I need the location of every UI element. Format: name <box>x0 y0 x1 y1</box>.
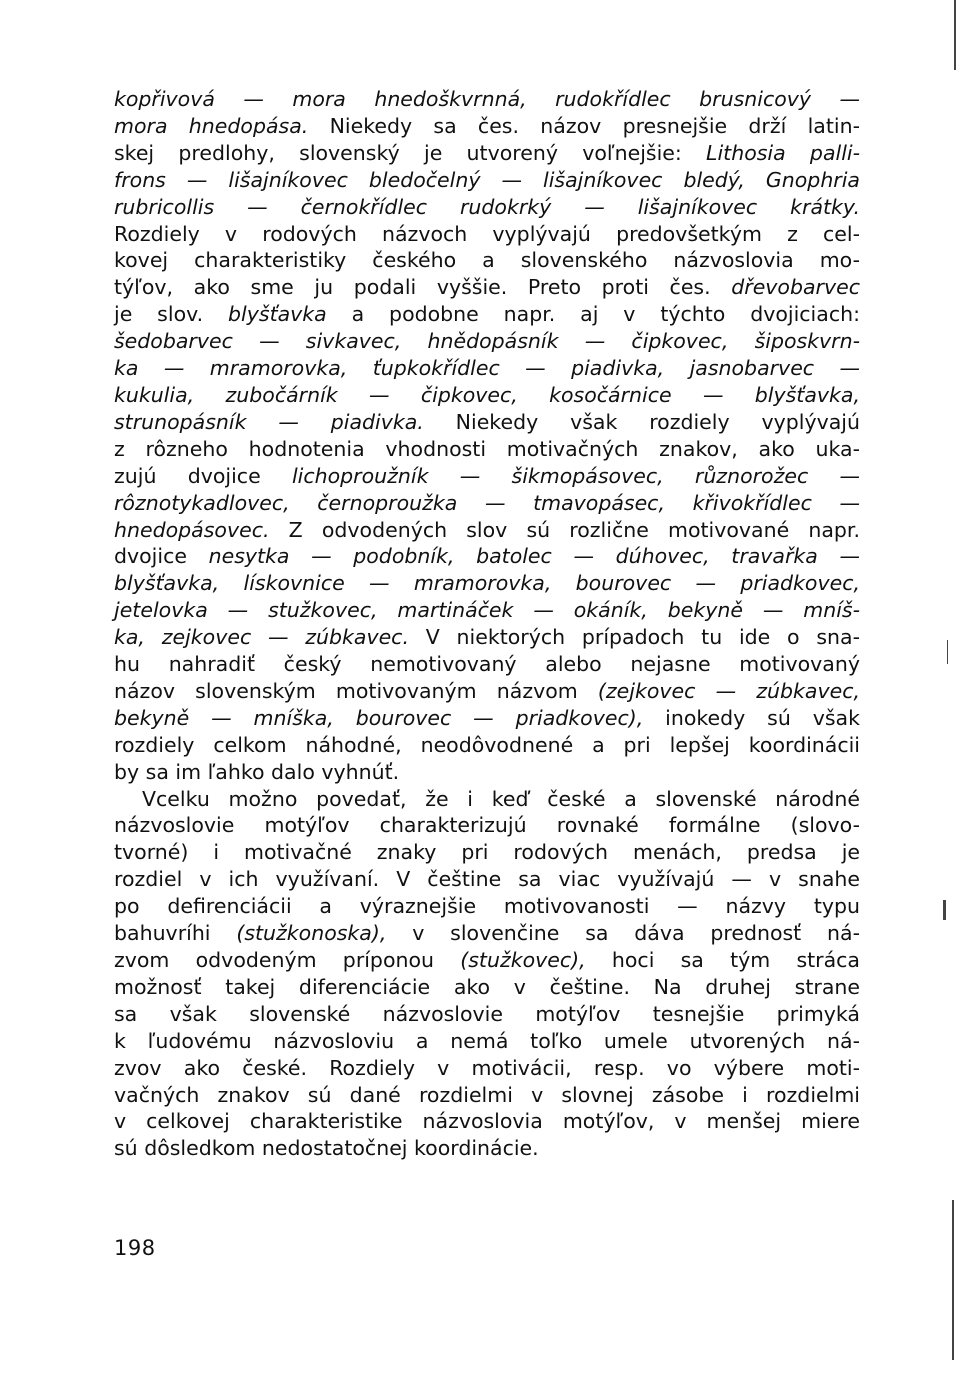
paragraph-2 <box>114 786 860 1163</box>
text-segment: zvom odvodeným príponou <box>114 948 461 972</box>
italic-segment: frons — lišajníkovec bledočelný — lišajníkovec bledý, Gnophria <box>114 167 860 192</box>
paragraph-1 <box>114 86 860 786</box>
text-line <box>114 86 860 113</box>
page-number: 198 <box>114 1236 156 1260</box>
text-segment: z rôzneho hodnotenia vhodnosti motivačných znakov, ako uka- <box>114 436 860 461</box>
text-segment: tvorné) i motivačné znaky pri rodových menách, predsa je <box>114 840 860 865</box>
text-segment: dvojice <box>114 544 209 569</box>
text-line <box>114 732 860 759</box>
text-line <box>114 920 860 947</box>
italic-segment: nesytka — podobník, batolec — dúhovec, travařka — <box>208 544 860 569</box>
text-segment: Vcelku možno povedať, že i keď české a slovenské národné <box>142 786 860 811</box>
text-segment: a podobne napr. aj v týchto dvojiciach: <box>326 302 860 327</box>
text-segment: v celkovej charakteristike názvoslovia motýľov, v menšej miere <box>114 1109 860 1134</box>
text-segment: k ľudovému názvosloviu a nemá toľko umele utvorených ná- <box>114 1028 860 1053</box>
text-line <box>114 517 860 544</box>
text-segment: hoci sa tým stráca <box>585 948 860 972</box>
text-line <box>114 1001 860 1028</box>
text-line <box>114 1082 860 1109</box>
italic-segment: kopřivová — mora hnedoškvrnná, rudokřídlec brusnicový — <box>114 87 860 111</box>
italic-segment: šedobarvec — sivkavec, hnědopásník — čipkovec, šiposkvrn- <box>114 329 860 354</box>
text-line <box>114 167 860 194</box>
text-segment: rozdiely celkom náhodné, neodôvodnené a pri lepšej koordinácii <box>114 732 860 757</box>
text-line <box>114 1028 860 1055</box>
scan-edge-mark <box>954 0 956 70</box>
text-line <box>114 1108 860 1135</box>
text-line <box>114 355 860 382</box>
text-line <box>114 678 860 705</box>
scan-edge-mark <box>952 1200 954 1360</box>
text-line <box>114 140 860 167</box>
text-segment: Niekedy sa čes. názov presnejšie drží latin- <box>308 113 860 138</box>
italic-segment: lichoproužník — šikmopásovec, různorožec — <box>291 463 860 488</box>
text-segment: inokedy sú však <box>643 705 860 730</box>
italic-segment: blyšťavka, lískovnice — mramorovka, bourovec — priadkovec, <box>114 571 860 596</box>
text-line <box>114 328 860 355</box>
italic-segment: mora hnedopása. <box>114 113 309 138</box>
text-line <box>114 759 860 786</box>
text-segment: Z odvodených slov sú rozlične motivované napr. <box>269 517 860 542</box>
text-line <box>114 893 860 920</box>
text-segment: názov slovenským motivovaným názvom <box>114 678 598 703</box>
italic-segment: jetelovka — stužkovec, martináček — okáník, bekyně — mníš- <box>114 598 860 623</box>
italic-segment: ka, zejkovec — zúbkavec. <box>114 625 409 650</box>
text-line <box>114 543 860 570</box>
text-segment: sa však slovenské názvoslovie motýľov tesnejšie primyká <box>114 1001 860 1026</box>
text-segment: názvoslovie motýľov charakterizujú rovnaké formálne (slovo- <box>114 813 860 838</box>
text-segment: rozdiel v ich využívaní. V češtine sa viac využívajú — v snahe <box>114 867 860 892</box>
italic-segment: blyšťavka <box>228 302 327 327</box>
italic-segment: ka — mramorovka, ťupkokřídlec — piadivka, jasnobarvec — <box>114 356 860 381</box>
text-line <box>114 786 860 813</box>
text-line <box>114 436 860 463</box>
text-line <box>114 113 860 140</box>
italic-segment: (stužkonoska), <box>236 921 387 946</box>
text-line <box>114 490 860 517</box>
text-segment: možnosť takej diferenciácie ako v češtine. Na druhej strane <box>114 974 860 999</box>
text-line <box>114 866 860 893</box>
text-segment: Rozdiely v rodových názvoch vyplývajú predovšetkým z cel- <box>114 221 860 246</box>
text-line <box>114 624 860 651</box>
text-segment: zvov ako české. Rozdiely v motivácii, resp. vo výbere moti- <box>114 1055 860 1080</box>
italic-segment: strunopásník — piadivka. <box>114 409 424 434</box>
text-segment: V niektorých prípadoch tu ide o sna- <box>408 625 860 650</box>
text-line <box>114 409 860 436</box>
italic-segment: hnedopásovec. <box>114 517 270 542</box>
text-line <box>114 382 860 409</box>
scan-edge-mark <box>943 900 946 920</box>
text-segment: sú dôsledkom nedostatočnej koordinácie. <box>114 1136 539 1161</box>
text-segment: skej predlohy, slovenský je utvorený voľnejšie: <box>114 140 707 165</box>
italic-segment: rubricollis — černokřídlec rudokrký — lišajníkovec krátky. <box>114 194 860 219</box>
text-line <box>114 947 860 974</box>
text-segment: týľov, ako sme ju podali vyššie. Preto proti čes. <box>114 275 732 300</box>
text-line <box>114 274 860 301</box>
text-line <box>114 1055 860 1082</box>
text-line <box>114 839 860 866</box>
text-segment: kovej charakteristiky českého a slovenského názvoslovia mo- <box>114 248 860 273</box>
italic-segment: rôznotykadlovec, černoproužka — tmavopásec, křivokřídlec — <box>114 490 860 515</box>
text-line <box>114 1135 860 1162</box>
text-line <box>114 194 860 221</box>
italic-segment: dřevobarvec <box>731 275 860 300</box>
scan-edge-mark <box>947 640 948 664</box>
text-line <box>114 651 860 678</box>
text-line <box>114 705 860 732</box>
italic-segment: (stužkovec), <box>460 948 586 972</box>
text-line <box>114 974 860 1001</box>
text-segment: bahuvríhi <box>114 921 237 946</box>
text-segment: hu nahradiť český nemotivovaný alebo nejasne motivovaný <box>114 652 860 677</box>
italic-segment: (zejkovec — zúbkavec, <box>597 678 860 703</box>
text-line <box>114 463 860 490</box>
text-segment: po defirenciácii a výraznejšie motivovanosti — názvy typu <box>114 894 860 919</box>
text-segment: by sa im ľahko dalo vyhnúť. <box>114 759 400 784</box>
text-line <box>114 247 860 274</box>
text-segment: zujú dvojice <box>114 463 292 488</box>
text-line <box>114 570 860 597</box>
italic-segment: kukulia, zubočárník — čipkovec, kosočárnice — blyšťavka, <box>114 382 860 407</box>
text-line <box>114 812 860 839</box>
text-line <box>114 301 860 328</box>
italic-segment: bekyně — mníška, bourovec — priadkovec), <box>114 705 644 730</box>
text-segment: je slov. <box>114 302 229 327</box>
text-line <box>114 597 860 624</box>
text-segment: vačných znakov sú dané rozdielmi v slovnej zásobe i rozdielmi <box>114 1082 860 1107</box>
italic-segment: Lithosia palli- <box>706 140 860 165</box>
body-text <box>114 86 860 1162</box>
text-line <box>114 221 860 248</box>
text-segment: Niekedy však rozdiely vyplývajú <box>423 409 860 434</box>
text-segment: v slovenčine sa dáva prednosť ná- <box>386 921 860 946</box>
